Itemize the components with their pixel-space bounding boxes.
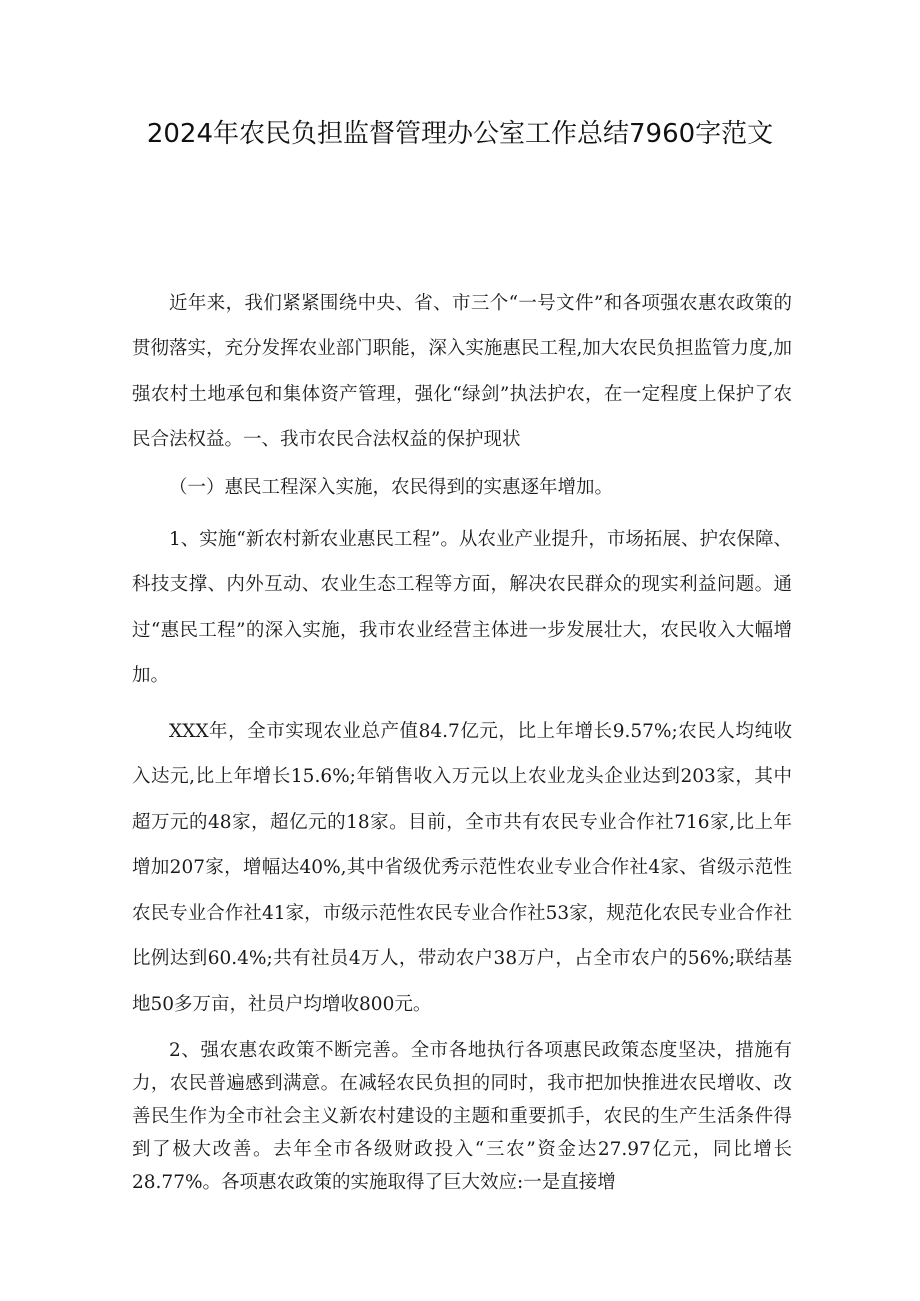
paragraph-intro: 近年来，我们紧紧围绕中央、省、市三个“一号文件”和各项强农惠农政策的贯彻落实，充分发挥农业部门职能，深入实施惠民工程,加大农民负担监管力度,加强农村土地承包和集体资产管理，强化“绿剑”执法护农，在一定程度上保护了农民合法权益。一、我市农民合法权益的保护现状 [132,292,792,450]
paragraph-item-2: 2、强农惠农政策不断完善。全市各地执行各项惠民政策态度坚决，措施有力，农民普遍感到满意。在减轻农民负担的同时，我市把加快推进农民增收、改善民生作为全市社会主义新农村建设的主题和重要抓手，农民的生产生活条件得到了极大改善。去年全市各级财政投入“三农”资金达27.97亿元，同比增长28.77%。各项惠农政策的实施取得了巨大效应:一是直接增 [132,1039,792,1193]
paragraph-section-heading: （一）惠民工程深入实施，农民得到的实惠逐年增加。 [169,476,614,498]
document-title: 2024年农民负担监督管理办公室工作总结7960字范文 [146,119,774,149]
paragraph-statistics: XXX年，全市实现农业总产值84.7亿元，比上年增长9.57%;农民人均纯收入达元,比上年增长15.6%;年销售收入万元以上农业龙头企业达到203家，其中超万元的48家，超亿元的18家。目前，全市共有农民专业合作社716家,比上年增加207家，增幅达40%,其中省级优秀示范性农业专业合作社4家、省级示范性农民专业合作社41家，市级示范性农民专业合作社53家，规范化农民专业合作社比例达到60.4%;共有社员4万人，带动农户38万户，占全市农户的56%;联结基地50多万亩，社员户均增收800元。 [132,720,792,1015]
paragraph-item-1: 1、实施“新农村新农业惠民工程”。从农业产业提升，市场拓展、护农保障、科技支撑、内外互动、农业生态工程等方面，解决农民群众的现实利益问题。通过“惠民工程”的深入实施，我市农业经营主体进一步发展壮大，农民收入大幅增加。 [132,528,792,686]
